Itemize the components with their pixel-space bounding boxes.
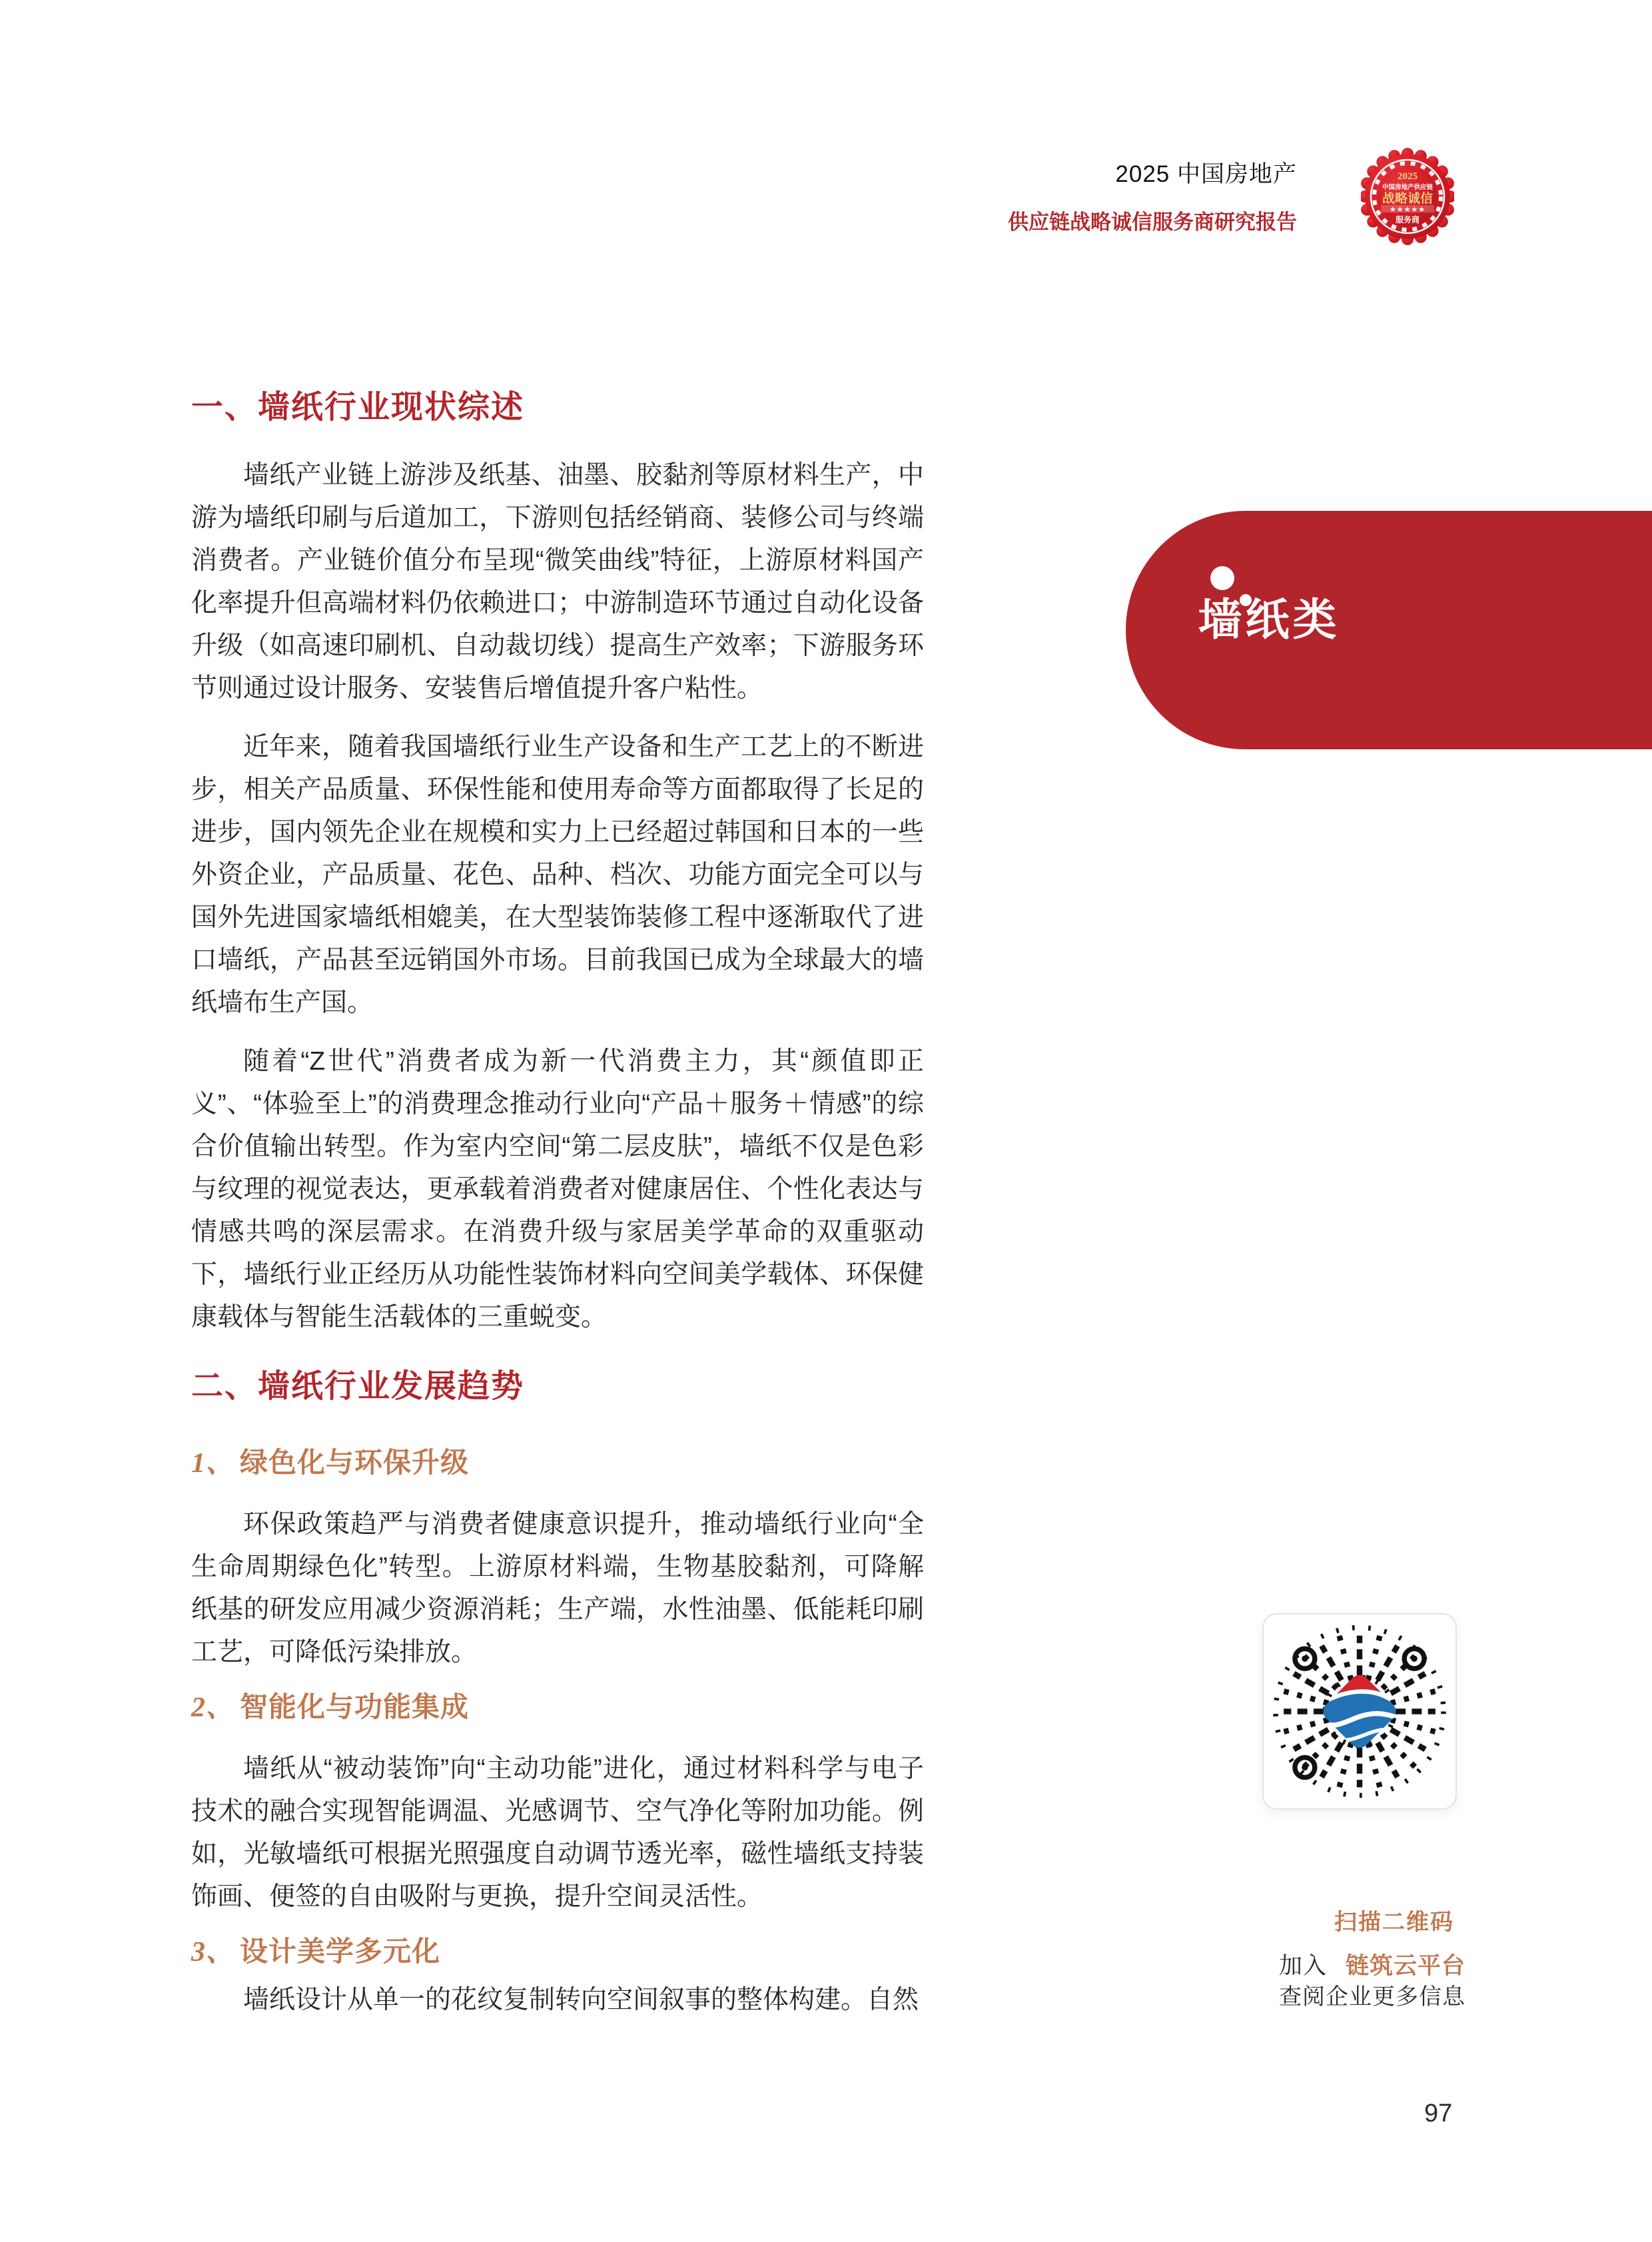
credibility-seal-badge: [1361, 147, 1454, 246]
qr-scan-hint: 扫描二维码: [1334, 1910, 1454, 1935]
subsection-number: 3、: [191, 1937, 235, 1968]
paragraph: 墙纸设计从单一的花纹复制转向空间叙事的整体构建。自然: [243, 1986, 919, 2014]
subsection-number: 1、: [191, 1448, 235, 1479]
seal-line1: 中国房地产供应链: [1382, 184, 1434, 191]
page-number: 97: [1424, 2099, 1453, 2127]
join-prefix: 加入: [1279, 1953, 1328, 1979]
qr-code-icon: [1266, 1617, 1453, 1806]
subsection-2-heading: [191, 1691, 924, 1724]
subsection-title: 绿色化与环保升级: [240, 1447, 470, 1478]
category-tab: [1126, 511, 1652, 749]
qr-detail-line: 查阅企业更多信息: [1279, 1984, 1465, 2010]
seal-line3: 服务商: [1395, 215, 1420, 224]
subsection-title: 智能化与功能集成: [240, 1691, 470, 1722]
paragraph: 墙纸产业链上游涉及纸基、油墨、胶黏剂等原材料生产，中游为墙纸印刷与后道加工，下游则包括经销商、装修公司与终端消费者。产业链价值分布呈现“微笑曲线”特征，上游原材料国产化率提升但高端材料仍依赖进口；中游制造环节通过自动化设备升级（如高速印刷机、自动裁切线）提高生产效率；下游服务环节则通过设计服务、安装售后增值提升客户粘性。: [191, 461, 924, 703]
platform-name: 链筑云平台: [1346, 1953, 1466, 1979]
category-label: 墙纸类: [1198, 595, 1340, 644]
paragraph: 环保政策趋严与消费者健康意识提升，推动墙纸行业向“全生命周期绿色化”转型。上游原材料端，生物基胶黏剂，可降解纸基的研发应用减少资源消耗；生产端，水性油墨、低能耗印刷工艺，可降低污染排放。: [191, 1510, 924, 1667]
seal-icon: [1361, 147, 1454, 246]
subsection-1-heading: [191, 1447, 924, 1479]
report-year-title: 2025 中国房地产: [1115, 161, 1297, 187]
section-1-heading: 一、墙纸行业现状综述: [191, 390, 525, 425]
seal-stars: ★★★★★: [1389, 206, 1426, 214]
paragraph: 墙纸从“被动装饰”向“主动功能”进化，通过材料科学与电子技术的融合实现智能调温、光感调节、空气净化等附加功能。例如，光敏墙纸可根据光照强度自动调节透光率，磁性墙纸支持装饰画、便签的自由吸附与更换，提升空间灵活性。: [191, 1754, 924, 1911]
platform-logo-icon: [1316, 1668, 1404, 1755]
paragraph: 近年来，随着我国墙纸行业生产设备和生产工艺上的不断进步，相关产品质量、环保性能和使用寿命等方面都取得了长足的进步，国内领先企业在规模和实力上已经超过韩国和日本的一些外资企业，产品质量、花色、品种、档次、功能方面完全可以与国外先进国家墙纸相媲美，在大型装饰装修工程中逐渐取代了进口墙纸，产品甚至远销国外市场。目前我国已成为全球最大的墙纸墙布生产国。: [191, 733, 924, 1017]
section-2-heading: 二、墙纸行业发展趋势: [191, 1369, 525, 1404]
paragraph: 随着“Z世代”消费者成为新一代消费主力，其“颜值即正义”、“体验至上”的消费理念推动行业向“产品＋服务＋情感”的综合价值输出转型。作为室内空间“第二层皮肤”，墙纸不仅是色彩与纹理的视觉表达，更承载着消费者对健康居住、个性化表达与情感共鸣的深层需求。在消费升级与家居美学革命的双重驱动下，墙纸行业正经历从功能性装饰材料向空间美学载体、环保健康载体与智能生活载体的三重蜕变。: [191, 1047, 924, 1331]
subsection-title: 设计美学多元化: [240, 1936, 441, 1967]
subsection-3-heading: [191, 1936, 924, 1968]
page-header: [697, 156, 1297, 235]
seal-line2: 战略诚信: [1382, 192, 1434, 206]
qr-join-line: [1279, 1948, 1479, 1981]
main-content: [191, 389, 924, 2022]
subsection-number: 2、: [191, 1692, 235, 1723]
report-subtitle: 供应链战略诚信服务商研究报告: [1008, 210, 1297, 234]
seal-year: 2025: [1398, 171, 1418, 182]
qr-code-card: [1262, 1613, 1457, 1810]
